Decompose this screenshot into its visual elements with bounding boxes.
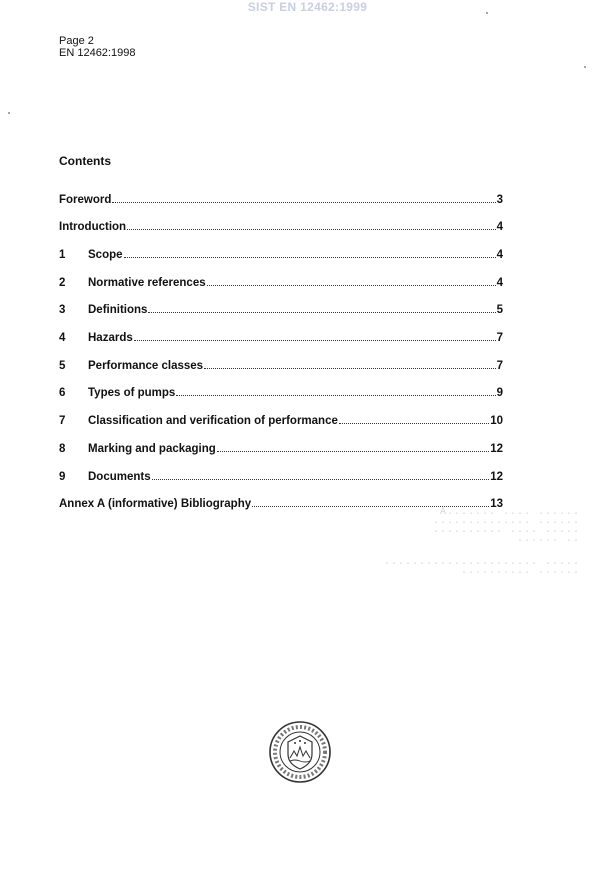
toc-leader-dots bbox=[207, 276, 496, 286]
toc-entry-title: Hazards bbox=[88, 332, 133, 345]
toc-leader-dots bbox=[127, 221, 496, 231]
toc-entry-title: Annex A (informative) Bibliography bbox=[59, 498, 252, 511]
toc-entry-number: 8 bbox=[59, 442, 66, 455]
toc-entry-number: 5 bbox=[59, 359, 66, 372]
toc-leader-dots bbox=[148, 304, 495, 314]
toc-entry-page: 7 bbox=[496, 359, 503, 372]
toc-entry-marking-packaging[interactable] bbox=[59, 442, 503, 470]
toc-entry-page: 4 bbox=[496, 276, 503, 289]
toc-entry-number: 7 bbox=[59, 415, 66, 428]
faded-stamp-line: ...................... ..... bbox=[383, 557, 580, 568]
toc-entry-title: Marking and packaging bbox=[88, 442, 216, 455]
toc-entry-number: 2 bbox=[59, 276, 66, 289]
toc-entry-hazards[interactable] bbox=[59, 331, 503, 359]
page-header bbox=[59, 35, 135, 59]
scan-speck bbox=[584, 66, 586, 68]
watermark: SIST EN 12462:1999 bbox=[247, 0, 368, 14]
toc-entry-page: 9 bbox=[496, 387, 503, 400]
toc-entry-page: 12 bbox=[490, 470, 503, 483]
faded-stamp-line: .......... ...... bbox=[460, 566, 580, 577]
toc-entry-page: 5 bbox=[496, 304, 503, 317]
toc-entry-definitions[interactable] bbox=[59, 304, 503, 332]
toc-entry-page: 12 bbox=[490, 442, 503, 455]
toc-leader-dots bbox=[339, 415, 489, 425]
scan-speck bbox=[8, 112, 10, 114]
toc-entry-title: Introduction bbox=[59, 221, 127, 234]
toc-entry-title: Foreword bbox=[59, 193, 112, 206]
official-round-seal-icon bbox=[268, 720, 332, 784]
toc-entry-number: 1 bbox=[59, 249, 66, 261]
table-of-contents bbox=[59, 193, 503, 525]
toc-entry-number: 4 bbox=[59, 332, 66, 345]
faded-stamp-line: A....... .... ...... bbox=[439, 507, 580, 518]
toc-entry-normative-references[interactable] bbox=[59, 276, 503, 304]
contents-heading: Contents bbox=[59, 154, 111, 168]
toc-entry-title: Performance classes bbox=[88, 359, 204, 372]
toc-leader-dots bbox=[112, 193, 495, 203]
toc-entry-title: Types of pumps bbox=[88, 387, 176, 400]
toc-entry-documents[interactable] bbox=[59, 470, 503, 498]
toc-entry-title: Scope bbox=[88, 249, 123, 261]
toc-entry-introduction[interactable] bbox=[59, 221, 503, 249]
toc-entry-foreword[interactable] bbox=[59, 193, 503, 221]
toc-leader-dots bbox=[252, 498, 489, 508]
page-number: Page 2 bbox=[59, 35, 94, 47]
toc-entry-page: 13 bbox=[490, 498, 503, 511]
standard-id: EN 12462:1998 bbox=[59, 47, 136, 59]
toc-entry-number: 9 bbox=[59, 470, 66, 483]
faded-stamp-line: .......... .... ..... bbox=[432, 525, 580, 536]
toc-entry-number: 6 bbox=[59, 387, 66, 400]
toc-entry-title: Documents bbox=[88, 470, 151, 483]
toc-leader-dots bbox=[217, 442, 489, 452]
toc-entry-page: 3 bbox=[496, 193, 503, 206]
toc-entry-page: 4 bbox=[496, 249, 503, 261]
toc-entry-page: 4 bbox=[496, 221, 503, 234]
faded-stamp-line: .............. ...... bbox=[432, 516, 580, 527]
toc-entry-classification[interactable] bbox=[59, 415, 503, 443]
faded-stamp-line: ...... .. bbox=[516, 534, 580, 545]
toc-entry-page: 7 bbox=[496, 332, 503, 345]
toc-leader-dots bbox=[134, 331, 496, 341]
toc-entry-number: 3 bbox=[59, 304, 66, 317]
toc-leader-dots bbox=[204, 359, 496, 369]
toc-entry-title: Classification and verification of performance bbox=[88, 415, 338, 428]
toc-entry-title: Definitions bbox=[88, 304, 148, 317]
toc-entry-page: 10 bbox=[490, 415, 503, 428]
toc-entry-title: Normative references bbox=[88, 276, 206, 289]
toc-leader-dots bbox=[124, 248, 496, 258]
toc-leader-dots bbox=[152, 470, 490, 480]
toc-entry-types-of-pumps[interactable] bbox=[59, 387, 503, 415]
scan-speck bbox=[486, 12, 488, 14]
toc-entry-performance-classes[interactable] bbox=[59, 359, 503, 387]
toc-entry-scope[interactable] bbox=[59, 248, 503, 276]
toc-leader-dots bbox=[176, 387, 495, 397]
faded-stamp-text bbox=[350, 508, 580, 576]
